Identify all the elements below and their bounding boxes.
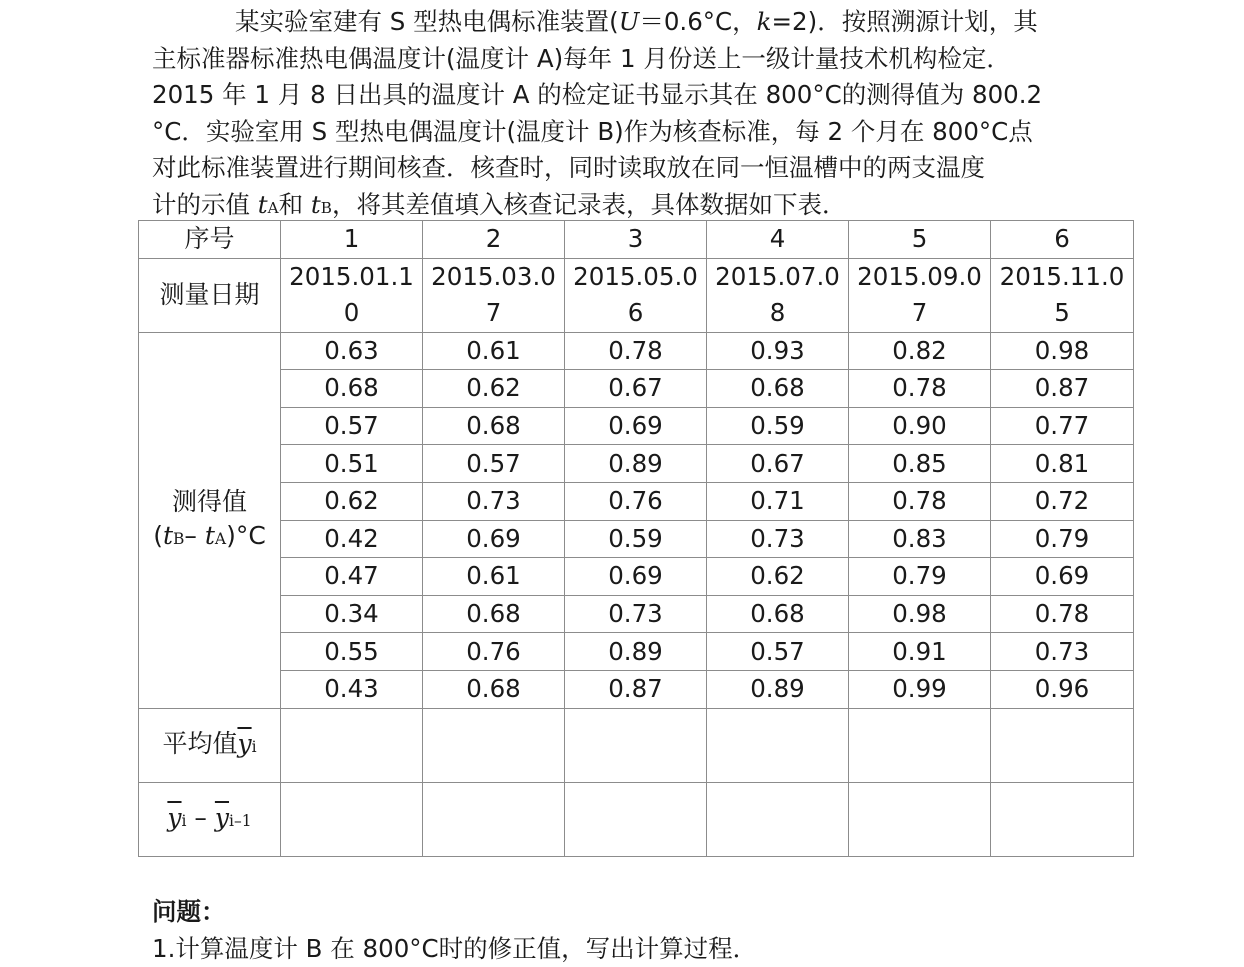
measured-value-cell: 0.73: [565, 595, 707, 633]
measured-value-cell: 0.71: [707, 482, 849, 520]
measured-value-cell: 0.68: [707, 595, 849, 633]
intro-line-1: [152, 4, 1124, 41]
date-cell: 2015.01.1 0: [281, 258, 423, 332]
problem-statement: [152, 4, 1124, 226]
measured-value-cell: 0.89: [565, 445, 707, 483]
measured-value-cell: 0.73: [707, 520, 849, 558]
measured-value-cell: 0.59: [707, 407, 849, 445]
measured-value-cell: 0.83: [849, 520, 991, 558]
date-cell: 2015.03.0 7: [423, 258, 565, 332]
measured-value-cell: 0.79: [991, 520, 1134, 558]
measured-value-cell: 0.82: [849, 332, 991, 370]
seq-cell: 5: [849, 221, 991, 259]
data-row: [139, 520, 1134, 558]
symbol-k: k: [756, 7, 772, 36]
measured-value-cell: 0.93: [707, 332, 849, 370]
measured-value-cell: 0.57: [707, 633, 849, 671]
measured-value-cell: 0.90: [849, 407, 991, 445]
mean-cell[interactable]: [849, 708, 991, 782]
seq-cell: 1: [281, 221, 423, 259]
intro-text: 某实验室建有 S 型热电偶标准装置(: [235, 7, 619, 36]
intro-text: ＝0.6°C，: [639, 7, 757, 36]
measured-value-cell: 0.77: [991, 407, 1134, 445]
difference-cell[interactable]: [707, 782, 849, 856]
data-row: [139, 595, 1134, 633]
measured-value-cell: 0.68: [707, 370, 849, 408]
measured-value-cell: 0.61: [423, 558, 565, 596]
difference-cell[interactable]: [423, 782, 565, 856]
date-cell: 2015.09.0 7: [849, 258, 991, 332]
measured-value-cell: 0.85: [849, 445, 991, 483]
data-row: [139, 407, 1134, 445]
measured-value-cell: 0.78: [565, 332, 707, 370]
measured-value-cell: 0.42: [281, 520, 423, 558]
measured-value-cell: 0.68: [423, 670, 565, 708]
data-row: [139, 445, 1134, 483]
symbol-tA: tA: [257, 189, 279, 219]
measured-value-cell: 0.73: [991, 633, 1134, 671]
measured-value-cell: 0.72: [991, 482, 1134, 520]
measured-value-cell: 0.59: [565, 520, 707, 558]
measured-label-line-2: (tB– tA)°C: [153, 520, 266, 550]
measured-value-cell: 0.78: [849, 482, 991, 520]
question-heading: 问题：: [152, 897, 226, 926]
measured-value-cell: 0.81: [991, 445, 1134, 483]
measured-label: [139, 332, 281, 708]
mean-cell[interactable]: [423, 708, 565, 782]
date-cell: 2015.07.0 8: [707, 258, 849, 332]
intro-line-4: °C．实验室用 S 型热电偶温度计(温度计 B)作为核查标准，每 2 个月在 800°C点: [152, 116, 1033, 146]
mean-cell[interactable]: [991, 708, 1134, 782]
seq-row: [139, 221, 1134, 259]
seq-cell: 4: [707, 221, 849, 259]
measured-value-cell: 0.91: [849, 633, 991, 671]
measured-value-cell: 0.34: [281, 595, 423, 633]
measured-value-cell: 0.99: [849, 670, 991, 708]
measured-value-cell: 0.43: [281, 670, 423, 708]
measured-value-cell: 0.69: [565, 558, 707, 596]
data-row: [139, 670, 1134, 708]
intro-line-2: 主标准器标准热电偶温度计(温度计 A)每年 1 月份送上一级计量技术机构检定．: [152, 43, 1011, 73]
seq-label: 序号: [139, 221, 281, 259]
measured-value-cell: 0.62: [423, 370, 565, 408]
data-row: [139, 370, 1134, 408]
measured-value-cell: 0.69: [565, 407, 707, 445]
measured-value-cell: 0.67: [565, 370, 707, 408]
mean-cell[interactable]: [565, 708, 707, 782]
measured-value-cell: 0.68: [423, 407, 565, 445]
measured-value-cell: 0.98: [991, 332, 1134, 370]
seq-cell: 6: [991, 221, 1134, 259]
measured-value-cell: 0.98: [849, 595, 991, 633]
measured-value-cell: 0.47: [281, 558, 423, 596]
mean-row: [139, 708, 1134, 782]
intro-text: ，将其差值填入核查记录表，具体数据如下表．: [331, 189, 847, 219]
measured-value-cell: 0.87: [565, 670, 707, 708]
measured-value-cell: 0.96: [991, 670, 1134, 708]
symbol-U: U: [618, 7, 640, 36]
symbol-tB: tB: [310, 189, 332, 219]
measured-value-cell: 0.76: [423, 633, 565, 671]
measured-value-cell: 0.68: [281, 370, 423, 408]
measured-value-cell: 0.89: [565, 633, 707, 671]
data-row: [139, 482, 1134, 520]
date-cell: 2015.05.0 6: [565, 258, 707, 332]
measured-value-cell: 0.79: [849, 558, 991, 596]
date-row: [139, 258, 1134, 332]
measured-value-cell: 0.57: [423, 445, 565, 483]
difference-cell[interactable]: [849, 782, 991, 856]
data-row: [139, 633, 1134, 671]
measured-value-cell: 0.78: [849, 370, 991, 408]
measured-value-cell: 0.69: [423, 520, 565, 558]
seq-cell: 3: [565, 221, 707, 259]
measured-value-cell: 0.73: [423, 482, 565, 520]
data-row: [139, 558, 1134, 596]
measured-value-cell: 0.76: [565, 482, 707, 520]
intro-text: 和: [278, 189, 311, 219]
intro-text: =2)．按照溯源计划，其: [771, 7, 1038, 36]
check-record-table: [138, 220, 1134, 857]
measured-value-cell: 0.55: [281, 633, 423, 671]
difference-cell[interactable]: [565, 782, 707, 856]
measured-value-cell: 0.89: [707, 670, 849, 708]
measured-value-cell: 0.51: [281, 445, 423, 483]
measured-value-cell: 0.78: [991, 595, 1134, 633]
difference-row: [139, 782, 1134, 856]
mean-cell[interactable]: [281, 708, 423, 782]
difference-label: $\overline{y}i - \overline{y}i-1$: [139, 782, 281, 856]
date-label: 测量日期: [139, 258, 281, 332]
measured-value-cell: 0.67: [707, 445, 849, 483]
measured-value-cell: 0.63: [281, 332, 423, 370]
measured-label-line-1: 测得值: [171, 486, 247, 516]
intro-line-5: 对此标准装置进行期间核查．核查时，同时读取放在同一恒温槽中的两支温度: [152, 153, 985, 182]
question-1: 1.计算温度计 B 在 800°C时的修正值，写出计算过程．: [152, 934, 758, 963]
measured-value-cell: 0.68: [423, 595, 565, 633]
intro-line-3: 2015 年 1 月 8 日出具的温度计 A 的检定证书显示其在 800°C的测得值为 800.2: [152, 80, 1043, 109]
measured-value-cell: 0.61: [423, 332, 565, 370]
measured-value-cell: 0.87: [991, 370, 1134, 408]
mean-cell[interactable]: [707, 708, 849, 782]
measured-value-cell: 0.69: [991, 558, 1134, 596]
measured-value-cell: 0.57: [281, 407, 423, 445]
mean-label: 平均值$\overline{y}i$: [139, 708, 281, 782]
date-cell: 2015.11.0 5: [991, 258, 1134, 332]
measured-value-cell: 0.62: [707, 558, 849, 596]
difference-cell[interactable]: [281, 782, 423, 856]
difference-cell[interactable]: [991, 782, 1134, 856]
data-row: [139, 332, 1134, 370]
intro-text: 计的示值: [152, 189, 258, 219]
seq-cell: 2: [423, 221, 565, 259]
measured-value-cell: 0.62: [281, 482, 423, 520]
